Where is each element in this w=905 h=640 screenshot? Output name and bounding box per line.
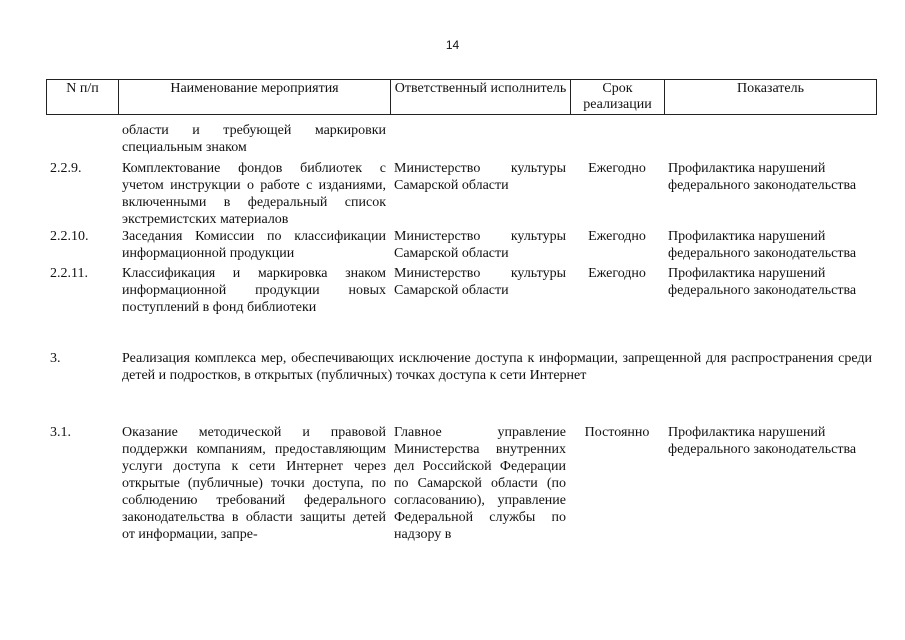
table-body <box>46 122 876 543</box>
continuation-name: области и требующей маркировки специальным знаком <box>122 123 386 155</box>
header-term: Срок реализации <box>571 80 665 115</box>
row-term: Ежегодно <box>588 229 646 244</box>
row-num: 2.2.9. <box>50 161 82 176</box>
header-num: N п/п <box>47 80 119 115</box>
row-executor: Главное управление Министерства внутренних дел Российской Федерации по Самарской области (по согласованию), управление Федеральной службы по надзору в <box>394 425 566 542</box>
row-term: Постоянно <box>584 425 650 440</box>
row-name: Классификация и маркировка знаком информационной продукции новых поступлений в фонд библиотеки <box>122 266 386 315</box>
section-title: Реализация комплекса мер, обеспечивающих исключение доступа к информации, запрещенной для распространения среди детей и подростков, в открытых (публичных) точках доступа к сети Интернет <box>122 351 872 383</box>
row-indicator: Профилактика нарушений федерального законодательства <box>668 161 857 193</box>
row-num: 3.1. <box>50 425 71 440</box>
row-executor: Министерство культуры Самарской области <box>394 229 566 261</box>
row-executor: Министерство культуры Самарской области <box>394 161 566 193</box>
table-row <box>46 228 876 262</box>
header-executor: Ответственный исполнитель <box>391 80 571 115</box>
table-row <box>46 160 876 228</box>
row-indicator: Профилактика нарушений федерального законодательства <box>668 229 857 261</box>
table-row <box>46 265 876 316</box>
row-indicator: Профилактика нарушений федерального законодательства <box>668 266 857 298</box>
row-name: Оказание методической и правовой поддержки компаниям, предоставляющим услуги доступа к сети Интернет через открытые (публичные) точки доступа, по соблюдению требований федерального законодательства в области защиты детей от информации, запре- <box>122 425 386 542</box>
row-indicator: Профилактика нарушений федерального законодательства <box>668 425 857 457</box>
header-indicator: Показатель <box>665 80 877 115</box>
row-name: Заседания Комиссии по классификации информационной продукции <box>122 229 386 261</box>
section-row <box>46 350 876 384</box>
page-number: 14 <box>445 38 460 52</box>
row-executor: Министерство культуры Самарской области <box>394 266 566 298</box>
table-row-continuation <box>46 122 876 156</box>
row-num: 2.2.11. <box>50 266 88 281</box>
table-header <box>46 79 877 115</box>
table-row <box>46 424 876 543</box>
row-term: Ежегодно <box>588 161 646 176</box>
header-name: Наименование мероприятия <box>119 80 391 115</box>
row-name: Комплектование фондов библиотек с учетом инструкции о работе с изданиями, включенными в федеральный список экстремистских материалов <box>122 161 386 227</box>
section-num: 3. <box>50 351 61 366</box>
row-term: Ежегодно <box>588 266 646 281</box>
row-num: 2.2.10. <box>50 229 89 244</box>
